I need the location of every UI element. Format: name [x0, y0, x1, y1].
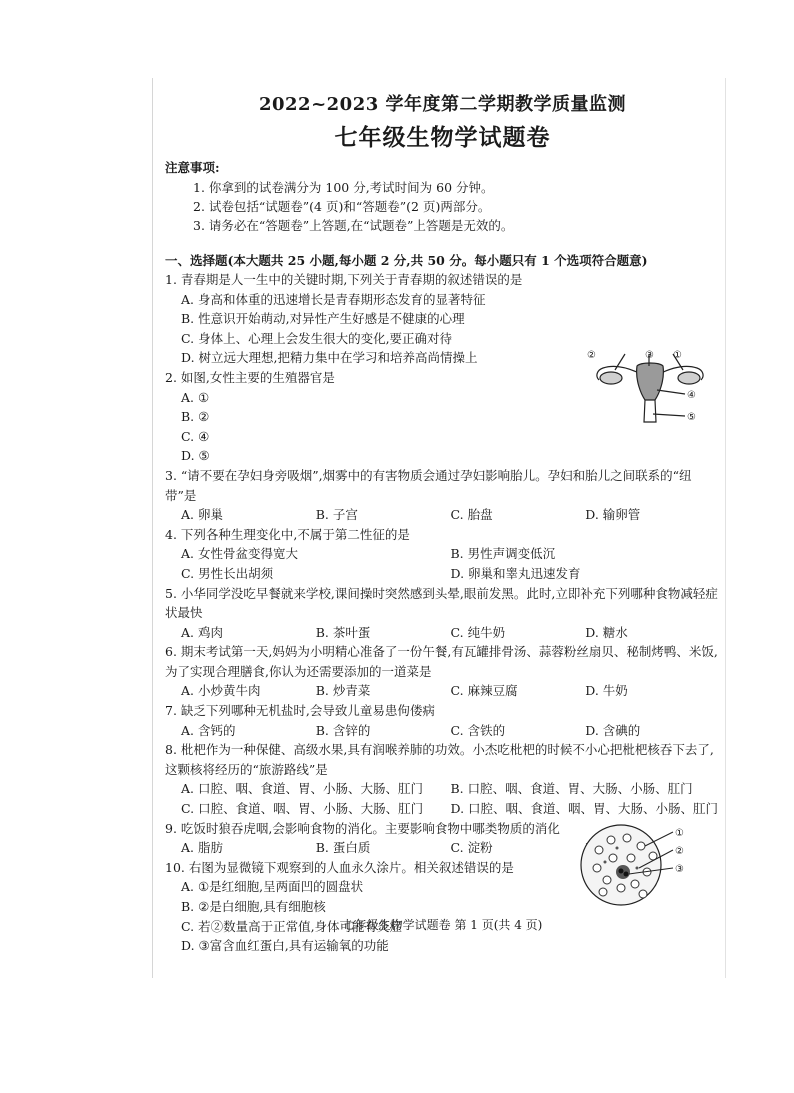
- question-7: [165, 701, 720, 740]
- question-stem: 2. 如图,女性主要的生殖器官是: [165, 369, 335, 385]
- option-c: C. 身体上、心理上会发生很大的变化,要正确对待: [181, 330, 453, 346]
- option-a: A. 小炒黄牛肉: [181, 683, 261, 699]
- option-d: D. ⑤: [181, 448, 210, 464]
- question-stem: 8. 枇杷作为一种保健、高级水果,具有润喉养肺的功效。小杰吃枇杷的时候不小心把枇杷核吞下去了,这颗核将经历的“旅游路线”是: [165, 742, 714, 777]
- option-a: A. 脂肪: [181, 840, 223, 856]
- figure-label: ③: [675, 864, 684, 875]
- figure-label: ⑤: [687, 412, 696, 423]
- page-footer: 七年级生物学试题卷 第 1 页(共 4 页): [342, 918, 543, 932]
- exam-title-line2: 七年级生物学试题卷: [334, 124, 551, 151]
- option-b: B. 子宫: [315, 507, 358, 523]
- option-b: B. 含锌的: [315, 722, 371, 738]
- option-a: A. 女性骨盆变得宽大: [181, 546, 298, 562]
- female-reproductive-diagram: [585, 350, 715, 432]
- question-stem: 5. 小华同学没吃早餐就来学校,课间操时突然感到头晕,眼前发黑。此时,立即补充下列哪种食物减轻症状最快: [165, 585, 718, 621]
- option-c: C. 口腔、食道、咽、胃、小肠、大肠、肛门: [181, 801, 424, 817]
- figure-label: ①: [675, 828, 684, 839]
- option-b: B. 口腔、咽、食道、胃、大肠、小肠、肛门: [450, 781, 693, 797]
- uterus: [637, 363, 664, 400]
- figure-label: ①: [673, 350, 682, 361]
- option-b: B. ②: [181, 409, 210, 425]
- exam-title-line1: 2022~2023 学年度第二学期教学质量监测: [258, 94, 627, 115]
- figure-label: ④: [687, 390, 696, 401]
- question-3: [165, 466, 720, 525]
- figure-label: ③: [645, 350, 654, 361]
- option-b: B. 茶叶蛋: [315, 624, 371, 640]
- option-b: B. 炒青菜: [315, 683, 371, 699]
- option-d: D. 树立远大理想,把精力集中在学习和培养高尚情操上: [181, 350, 478, 366]
- question-8: [165, 740, 720, 818]
- figure-label: ②: [587, 350, 596, 361]
- question-stem: 1. 青春期是人一生中的关键时期,下列关于青春期的叙述错误的是: [165, 272, 523, 287]
- option-c: C. 胎盘: [450, 507, 493, 523]
- option-b: B. 男性声调变低沉: [450, 546, 556, 562]
- question-stem: 9. 吃饭时狼吞虎咽,会影响食物的消化。主要影响食物中哪类物质的消化: [165, 820, 560, 836]
- microscope-field: [581, 825, 661, 905]
- option-a: A. 含钙的: [181, 722, 236, 738]
- option-d: D. 口腔、咽、食道、咽、胃、大肠、小肠、肛门: [450, 801, 719, 817]
- blood-smear-diagram: [577, 822, 697, 908]
- option-a: A. 身高和体重的迅速增长是青春期形态发育的显著特征: [181, 291, 486, 307]
- option-c: C. ④: [181, 428, 210, 444]
- option-a: A. 鸡肉: [181, 624, 223, 640]
- question-stem: 7. 缺乏下列哪种无机盐时,会导致儿童易患佝偻病: [165, 703, 435, 719]
- question-5: [165, 584, 720, 643]
- question-4: [165, 525, 720, 584]
- option-d: D. ③富含血红蛋白,具有运输氧的功能: [181, 938, 389, 954]
- notice-item-2: 2. 试卷包括“试题卷”(4 页)和“答题卷”(2 页)两部分。: [193, 199, 491, 214]
- option-d: D. 含碘的: [585, 722, 641, 738]
- option-a: A. ①: [181, 389, 210, 405]
- question-stem: 4. 下列各种生理变化中,不属于第二性征的是: [165, 526, 410, 542]
- ovary-right: [678, 372, 700, 384]
- option-d: D. 输卵管: [585, 507, 641, 523]
- question-stem: 6. 期末考试第一天,妈妈为小明精心准备了一份午餐,有瓦罐排骨汤、蒜蓉粉丝扇贝、秘制烤鸭、米饭,为了实现合理膳食,你认为还需要添加的一道菜是: [165, 644, 718, 679]
- question-stem: 3. “请不要在孕妇身旁吸烟”,烟雾中的有害物质会通过孕妇影响胎儿。孕妇和胎儿之间联系的“纽带”是: [165, 467, 692, 503]
- section-heading: 一、选择题(本大题共 25 小题,每小题 2 分,共 50 分。每小题只有 1 个选项符合题意): [165, 253, 648, 268]
- question-6: [165, 642, 720, 701]
- option-d: D. 牛奶: [585, 683, 628, 699]
- figure-label: ②: [675, 846, 684, 857]
- option-a: A. ①是红细胞,呈两面凹的圆盘状: [181, 879, 364, 895]
- option-b: B. 性意识开始萌动,对异性产生好感是不健康的心理: [181, 311, 465, 327]
- option-c: C. 男性长出胡须: [181, 565, 274, 581]
- option-b: B. ②是白细胞,具有细胞核: [181, 899, 326, 914]
- option-b: B. 蛋白质: [315, 840, 371, 856]
- notice-heading: 注意事项:: [165, 160, 220, 175]
- option-a: A. 卵巢: [181, 507, 223, 523]
- option-c: C. 淀粉: [450, 840, 493, 856]
- exam-page: [165, 90, 720, 956]
- vagina: [644, 400, 656, 422]
- option-c: C. 麻辣豆腐: [450, 683, 518, 699]
- option-d: D. 卵巢和睾丸迅速发育: [450, 565, 581, 581]
- notice-item-1: 1. 你拿到的试卷满分为 100 分,考试时间为 60 分钟。: [193, 180, 494, 195]
- question-stem: 10. 右图为显微镜下观察到的人血永久涂片。相关叙述错误的是: [165, 859, 514, 875]
- option-c: C. 纯牛奶: [450, 624, 506, 640]
- option-c: C. 含铁的: [450, 722, 506, 738]
- option-d: D. 糖水: [585, 624, 628, 640]
- ovary-left: [600, 372, 622, 384]
- notice-item-3: 3. 请务必在“答题卷”上答题,在“试题卷”上答题是无效的。: [193, 218, 514, 233]
- option-a: A. 口腔、咽、食道、胃、小肠、大肠、肛门: [181, 781, 423, 797]
- option-c: C. 若②数量高于正常值,身体可能有炎症: [181, 918, 403, 934]
